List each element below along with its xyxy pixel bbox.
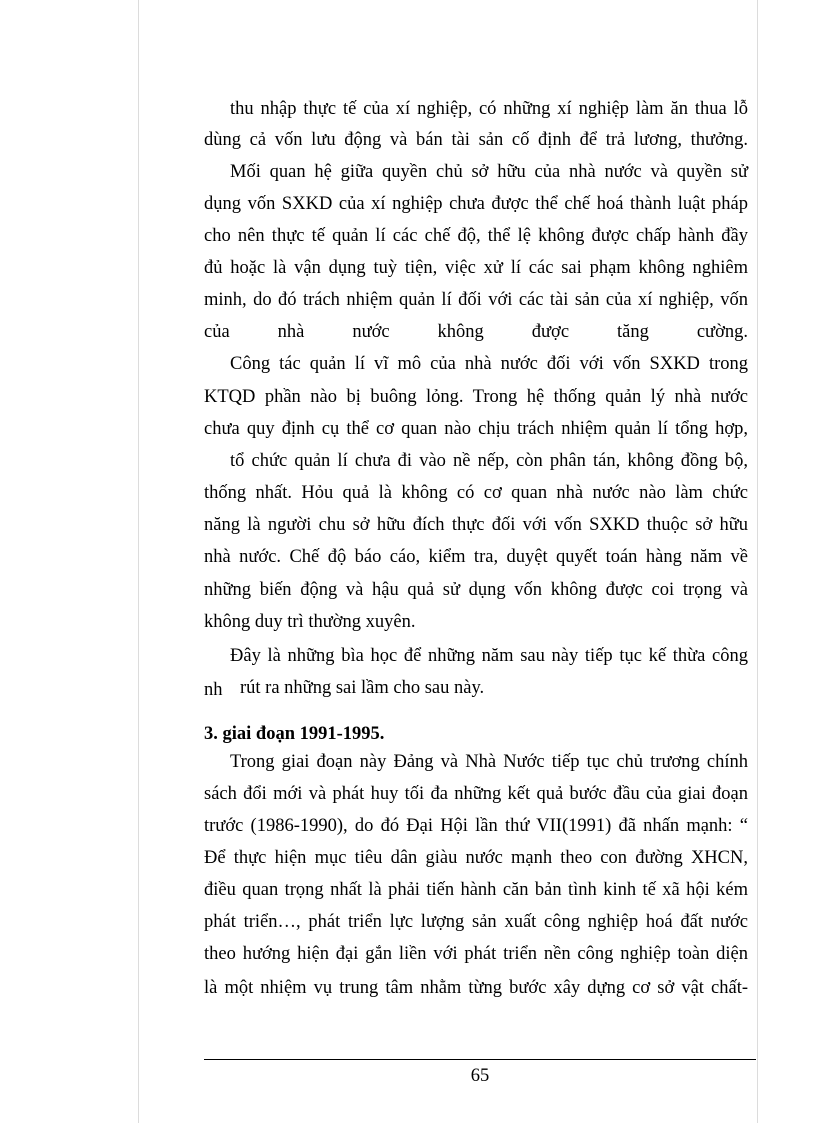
section-line-1: Trong giai đoạn này Đảng và Nhà Nước tiếp tục chủ trương chính xyxy=(230,752,748,772)
section-line-3: trước (1986-1990), do đó Đại Hội lần thứ VII(1991) đã nhấn mạnh: “ xyxy=(204,816,748,836)
page-number: 65 xyxy=(470,1066,490,1086)
body-line-15: nhà nước. Chế độ báo cáo, kiểm tra, duyệt quyết toán hàng năm về xyxy=(204,547,748,567)
section-line-8: là một nhiệm vụ trung tâm nhằm từng bước xây dựng cơ sở vật chất- xyxy=(204,978,748,998)
body-line-3: Mối quan hệ giữa quyền chủ sở hữu của nhà nước và quyền sử xyxy=(230,162,748,182)
body-line-14: năng là người chu sở hữu đích thực đối với vốn SXKD thuộc sở hữu xyxy=(204,515,748,535)
body-line-5: cho nên thực tế quản lí các chế độ, thể lệ không được chấp hành đầy xyxy=(204,226,748,246)
section-line-7: theo hướng hiện đại gắn liền với phát triển nền công nghiệp toàn diện xyxy=(204,944,748,964)
body-line-9: Công tác quản lí vĩ mô của nhà nước đối với vốn SXKD trong xyxy=(230,354,748,374)
body-line-7: minh, do đó trách nhiệm quản lí đối với các tài sản của xí nghiệp, vốn xyxy=(204,290,748,310)
body-line-6: đủ hoặc là vận dụng tuỳ tiện, việc xử lí các sai phạm không nghiêm xyxy=(204,258,748,278)
section-heading: 3. giai đoạn 1991-1995. xyxy=(204,724,385,744)
body-line-17: không duy trì thường xuyên. xyxy=(204,612,416,632)
margin-guide-left xyxy=(138,0,139,1123)
body-line-16: những biến động và hậu quả sử dụng vốn không được coi trọng và xyxy=(204,580,748,600)
section-line-5: điều quan trọng nhất là phải tiến hành căn bản tình kinh tế xã hội kém xyxy=(204,880,748,900)
body-line-10: KTQD phần nào bị buông lỏng. Trong hệ thống quản lý nhà nước xyxy=(204,387,748,407)
section-line-6: phát triển…, phát triển lực lượng sản xuất công nghiệp hoá đất nước xyxy=(204,912,748,932)
body-line-11: chưa quy định cụ thể cơ quan nào chịu trách nhiệm quản lí tổng hợp, xyxy=(204,419,748,439)
body-line-1: thu nhập thực tế của xí nghiệp, có những xí nghiệp làm ăn thua lỗ xyxy=(230,99,748,119)
body-line-12: tổ chức quản lí chưa đi vào nề nếp, còn phân tán, không đồng bộ, xyxy=(230,451,748,471)
body-line-2: dùng cả vốn lưu động và bán tài sản cố định để trả lương, thưởng. xyxy=(204,130,748,150)
section-line-4: Để thực hiện mục tiêu dân giàu nước mạnh theo con đường XHCN, xyxy=(204,848,748,868)
body-line-19b: rút ra những sai lầm cho sau này. xyxy=(240,678,485,698)
body-line-19a: nh xyxy=(204,680,223,700)
body-line-18: Đây là những bìa học để những năm sau này tiếp tục kế thừa công xyxy=(230,646,748,666)
footer-rule xyxy=(204,1059,756,1060)
body-line-8: của nhà nước không được tăng cường. xyxy=(204,322,748,342)
body-line-4: dụng vốn SXKD của xí nghiệp chưa được thể chế hoá thành luật pháp xyxy=(204,194,748,214)
body-line-13: thống nhất. Hỏu quả là không có cơ quan nhà nước nào làm chức xyxy=(204,483,748,503)
section-line-2: sách đổi mới và phát huy tối đa những kết quả bước đầu của giai đoạn xyxy=(204,784,748,804)
margin-guide-right xyxy=(757,0,758,1123)
